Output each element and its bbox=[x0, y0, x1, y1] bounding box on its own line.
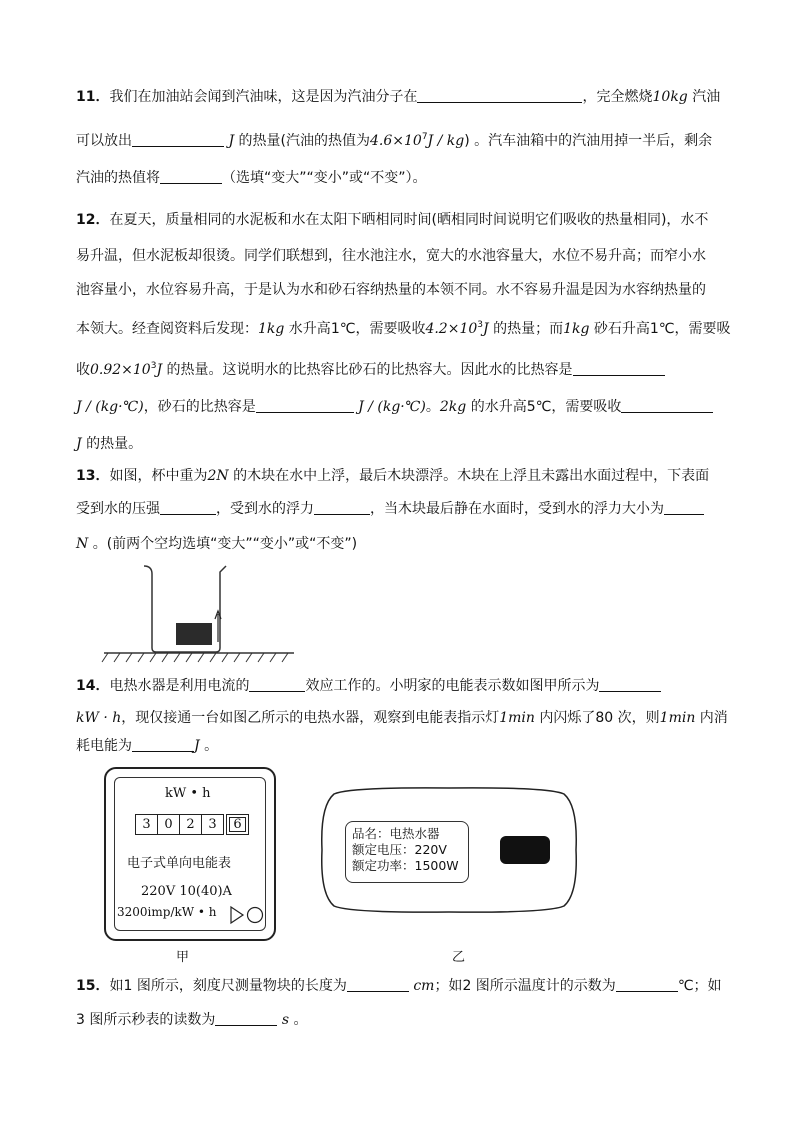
wooden-block bbox=[176, 623, 212, 645]
meter-name: 电子式单向电能表 bbox=[127, 856, 232, 871]
nameplate-power: 额定功率：1500W bbox=[352, 858, 459, 873]
q12-line6: J / (kg·℃)，砂石的比热容是 J / (kg·℃)。2kg 的水升高5℃，需要吸收 bbox=[76, 397, 713, 417]
meter-rating: 220V 10(40)A bbox=[141, 884, 232, 899]
q13-line3: N 。(前两个空均选填“变大”“变小”或“不变”) bbox=[76, 536, 358, 552]
heater-display bbox=[500, 836, 550, 864]
q13-blank2[interactable] bbox=[314, 500, 370, 515]
indicator-lamp-icon bbox=[229, 905, 265, 925]
meter-unit: kW • h bbox=[165, 786, 211, 801]
figure-caption-jia: 甲 bbox=[176, 950, 190, 965]
q14-blank2[interactable] bbox=[599, 677, 661, 692]
q12-blank3[interactable] bbox=[621, 398, 713, 413]
q14-blank3[interactable] bbox=[132, 737, 194, 752]
q11-blank2[interactable] bbox=[132, 132, 224, 147]
meter-digit: 0 bbox=[157, 814, 180, 835]
table-hatching bbox=[102, 653, 288, 662]
q15-blank2[interactable] bbox=[616, 977, 678, 992]
heater-nameplate bbox=[345, 821, 469, 883]
q11-line1: 11．我们在加油站会闻到汽油味，这是因为汽油分子在 ，完全燃烧10kg 汽油 bbox=[76, 89, 721, 105]
q14-blank1[interactable] bbox=[249, 677, 305, 692]
q15-line1: 15．如1 图所示，刻度尺测量物块的长度为 cm；如2 图所示温度计的示数为 ℃；如 bbox=[76, 978, 722, 994]
meter-digit-decimal: 6 bbox=[226, 814, 249, 835]
q12-line4: 本领大。经查阅资料后发现：1kg 水升高1℃，需要吸收$4.2\times 10^3J$ 的热量；而1kg 砂石升高1℃，需要吸 bbox=[76, 320, 731, 337]
q12-blank1[interactable] bbox=[573, 361, 665, 376]
q12-blank2[interactable] bbox=[256, 398, 354, 413]
nameplate-product: 品名：电热水器 bbox=[352, 826, 440, 841]
meter-digit: 3 bbox=[201, 814, 224, 835]
q12-line3: 池容量小，水位容易升高，于是认为水和砂石容纳热量的本领不同。水不容易升温是因为水容纳热量的 bbox=[76, 282, 706, 298]
q14-line3: 耗电能为 J 。 bbox=[76, 738, 219, 754]
q13-number: 13． bbox=[76, 468, 110, 484]
q11-line2: 可以放出 J 的热量(汽油的热值为$4.6\times 10^7J / kg$) 。汽车油箱中的汽油用掉一半后，剩余 bbox=[76, 132, 713, 149]
q11-line3: 汽油的热值将 （选填“变大”“变小”或“不变”）。 bbox=[76, 170, 427, 186]
meter-panel bbox=[114, 777, 266, 931]
q13-blank1[interactable] bbox=[160, 500, 216, 515]
nameplate-voltage: 额定电压：220V bbox=[352, 842, 447, 857]
q14-line1: 14．电热水器是利用电流的 效应工作的。小明家的电能表示数如图甲所示为 bbox=[76, 676, 661, 696]
q15-blank1[interactable] bbox=[347, 977, 409, 992]
q12-line5: 收$0.92\times 10^3J$ 的热量。这说明水的比热容比砂石的比热容大。因此水的比热容是 bbox=[76, 356, 665, 380]
q15-line2: 3 图所示秒表的读数为 s 。 bbox=[76, 1012, 308, 1028]
meter-digits bbox=[135, 814, 248, 835]
electric-meter-figure bbox=[104, 767, 276, 941]
meter-digit: 3 bbox=[135, 814, 158, 835]
meter-digit: 2 bbox=[179, 814, 202, 835]
meter-imp: 3200imp/kW • h bbox=[117, 905, 217, 919]
figure-caption-yi: 乙 bbox=[452, 950, 466, 965]
q12-number: 12． bbox=[76, 212, 110, 228]
q11-blank1[interactable] bbox=[417, 88, 582, 103]
q13-blank3[interactable] bbox=[664, 500, 704, 515]
q15-number: 15． bbox=[76, 978, 110, 994]
q12-line2: 易升温，但水泥板却很烫。同学们联想到，往水池注水，宽大的水池容量大，水位不易升高；而窄小水 bbox=[76, 248, 706, 264]
q13-line1: 13．如图，杯中重为2N 的木块在水中上浮，最后木块漂浮。木块在上浮且未露出水面过程中，下表面 bbox=[76, 468, 710, 484]
q14-line2: kW · h，现仅接通一台如图乙所示的电热水器，观察到电能表指示灯1min 内闪烁了80 次，则1min 内消 bbox=[76, 710, 728, 726]
q14-number: 14． bbox=[76, 678, 110, 694]
q13-line2: 受到水的压强 ，受到水的浮力 ，当木块最后静在水面时，受到水的浮力大小为 bbox=[76, 499, 704, 519]
q15-blank3[interactable] bbox=[215, 1011, 277, 1026]
q12-line1: 12．在夏天，质量相同的水泥板和水在太阳下晒相同时间(晒相同时间说明它们吸收的热量相同)，水不 bbox=[76, 212, 709, 228]
q12-line7: J 的热量。 bbox=[76, 436, 143, 452]
beaker-figure bbox=[100, 562, 300, 666]
q11-blank3[interactable] bbox=[160, 169, 222, 184]
q11-number: 11． bbox=[76, 89, 110, 105]
